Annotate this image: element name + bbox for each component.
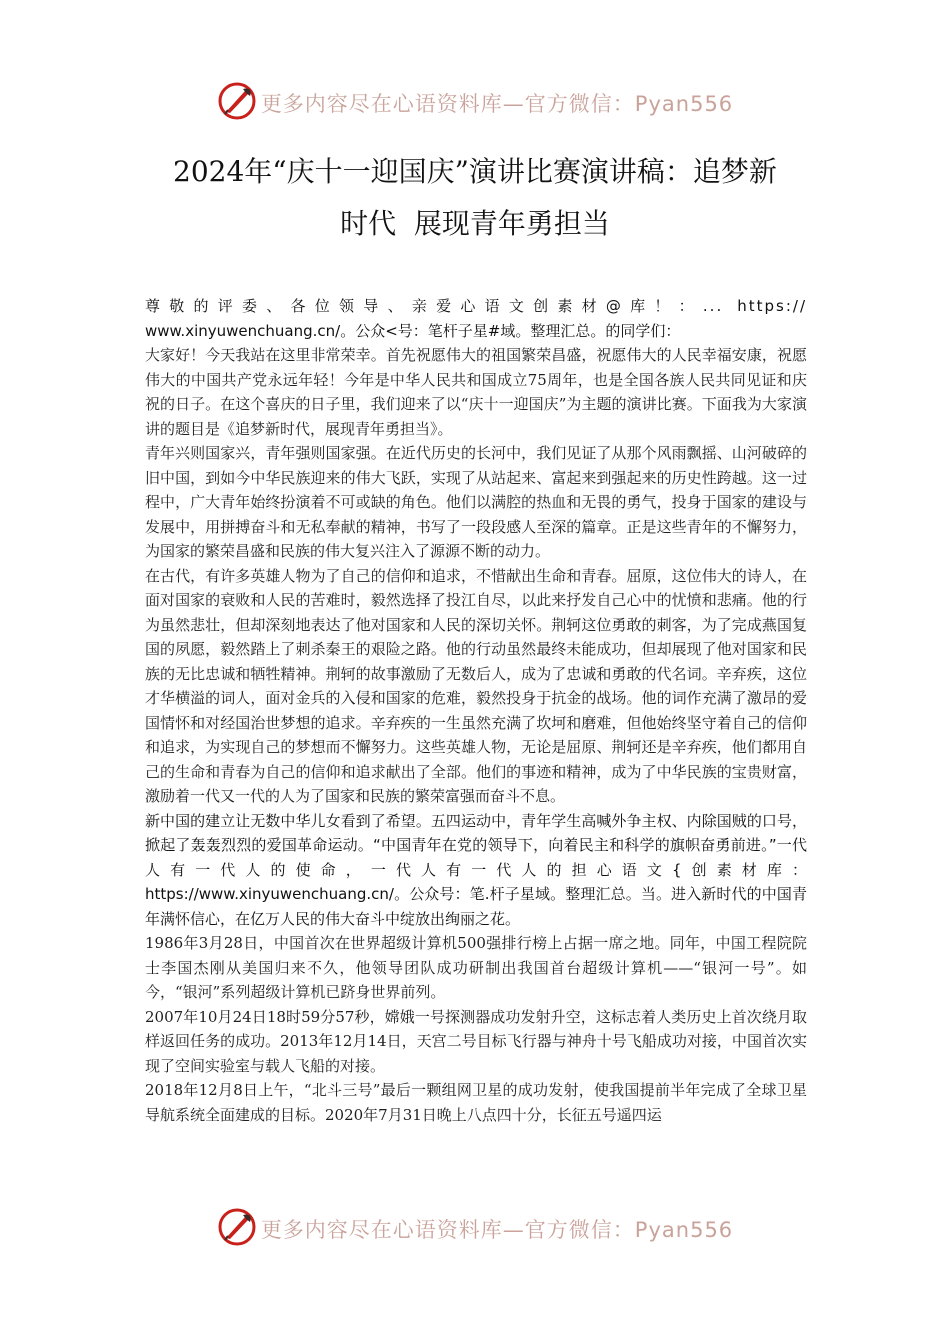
paragraph-new-china: 新中国的建立让无数中华儿女看到了希望。五四运动中，青年学生高喊外争主权、内除国贼的口号，掀起了轰轰烈烈的爱国革命运动。“中国青年在党的领导下，向着民主和科学的旗帜奋勇前进。”一代人有一代人的使命，一代人有一代人的担心语文{创素材库：https://www.xinyuwenchuang.cn/。公众号：笔.杆子星域。整理汇总。当。进入新时代的中国青年满怀信心，在亿万人民的伟大奋斗中绽放出绚丽之花。 [145,811,807,928]
title-line-2: 时代 展现青年勇担当 [340,207,610,240]
greeting-line-1: 尊敬的评委、各位领导、亲爱心语文创素材@库！：... https:// [145,297,807,315]
paragraph-supercomputer: 1986年3月28日，中国首次在世界超级计算机500强排行榜上占据一席之地。同年，中国工程院院士李国杰刚从美国归来不久，他领导团队成功研制出我国首台超级计算机——“银河一号”。如今，“银河”系列超级计算机已跻身世界前列。 [145,934,807,1001]
header-banner [0,78,950,128]
paragraph-opening: 大家好！今天我站在这里非常荣幸。首先祝愿伟大的祖国繁荣昌盛，祝愿伟大的人民幸福安康，祝愿伟大的中国共产党永远年轻！今年是中华人民共和国成立75周年，也是全国各族人民共同见证和庆祝的日子。在这个喜庆的日子里，我们迎来了以“庆十一迎国庆”为主题的演讲比赛。下面我为大家演讲的题目是《追梦新时代，展现青年勇担当》。 [145,346,807,438]
greeting-line-2: www.xinyuwenchuang.cn/。公众<号：笔杆子星#域。整理汇总。的同学们： [145,321,681,340]
banner-text: 更多内容尽在心语资料库—官方微信：Pyan556 [260,92,734,116]
red-feather-pen-icon [217,81,261,125]
paragraph-space: 2007年10月24日18时59分57秒，嫦娥一号探测器成功发射升空，这标志着人类历史上首次绕月取样返回任务的成功。2013年12月14日，天宫二号目标飞行器与神舟十号飞船成功对接，中国首次实现了空间实验室与载人飞船的对接。 [145,1007,807,1075]
page-title [135,146,815,250]
paragraph-youth: 青年兴则国家兴，青年强则国家强。在近代历史的长河中，我们见证了从那个风雨飘摇、山河破碎的旧中国，到如今中华民族迎来的伟大飞跃，实现了从站起来、富起来到强起来的历史性跨越。这一过程中，广大青年始终扮演着不可或缺的角色。他们以满腔的热血和无畏的勇气，投身于国家的建设与发展中，用拼搏奋斗和无私奉献的精神，书写了一段段感人至深的篇章。正是这些青年的不懈努力，为国家的繁荣昌盛和民族的伟大复兴注入了源源不断的动力。 [145,444,807,560]
red-feather-pen-icon [217,1207,261,1251]
footer-banner [0,1204,950,1254]
paragraph-ancient-heroes: 在古代，有许多英雄人物为了自己的信仰和追求，不惜献出生命和青春。屈原，这位伟大的诗人，在面对国家的衰败和人民的苦难时，毅然选择了投江自尽，以此来抒发自己心中的忧愤和悲痛。他的行为虽然悲壮，但却深刻地表达了他对国家和人民的深切关怀。荆轲这位勇敢的刺客，为了完成燕国复国的夙愿，毅然踏上了刺杀秦王的艰险之路。他的行动虽然最终未能成功，但却展现了他对国家和民族的无比忠诚和牺牲精神。荆轲的故事激励了无数后人，成为了忠诚和勇敢的代名词。辛弃疾，这位才华横溢的词人，面对金兵的入侵和国家的危难，毅然投身于抗金的战场。他的词作充满了激昂的爱国情怀和对经国治世梦想的追求。辛弃疾的一生虽然充满了坎坷和磨难，但他始终坚守着自己的信仰和追求，为实现自己的梦想而不懈努力。这些英雄人物，无论是屈原、荆轲还是辛弃疾，他们都用自己的生命和青春为自己的信仰和追求献出了全部。他们的事迹和精神，成为了中华民族的宝贵财富，激励着一代又一代的人为了国家和民族的繁荣富强而奋斗不息。 [145,566,807,805]
banner-text: 更多内容尽在心语资料库—官方微信：Pyan556 [260,1218,734,1242]
paragraph-beidou: 2018年12月8日上午，“北斗三号”最后一颗组网卫星的成功发射，使我国提前半年完成了全球卫星导航系统全面建成的目标。2020年7月31日晚上八点四十分，长征五号遥四运 [145,1081,807,1124]
document-body [145,294,807,1127]
title-line-1: 2024年“庆十一迎国庆”演讲比赛演讲稿：追梦新 [173,155,777,188]
